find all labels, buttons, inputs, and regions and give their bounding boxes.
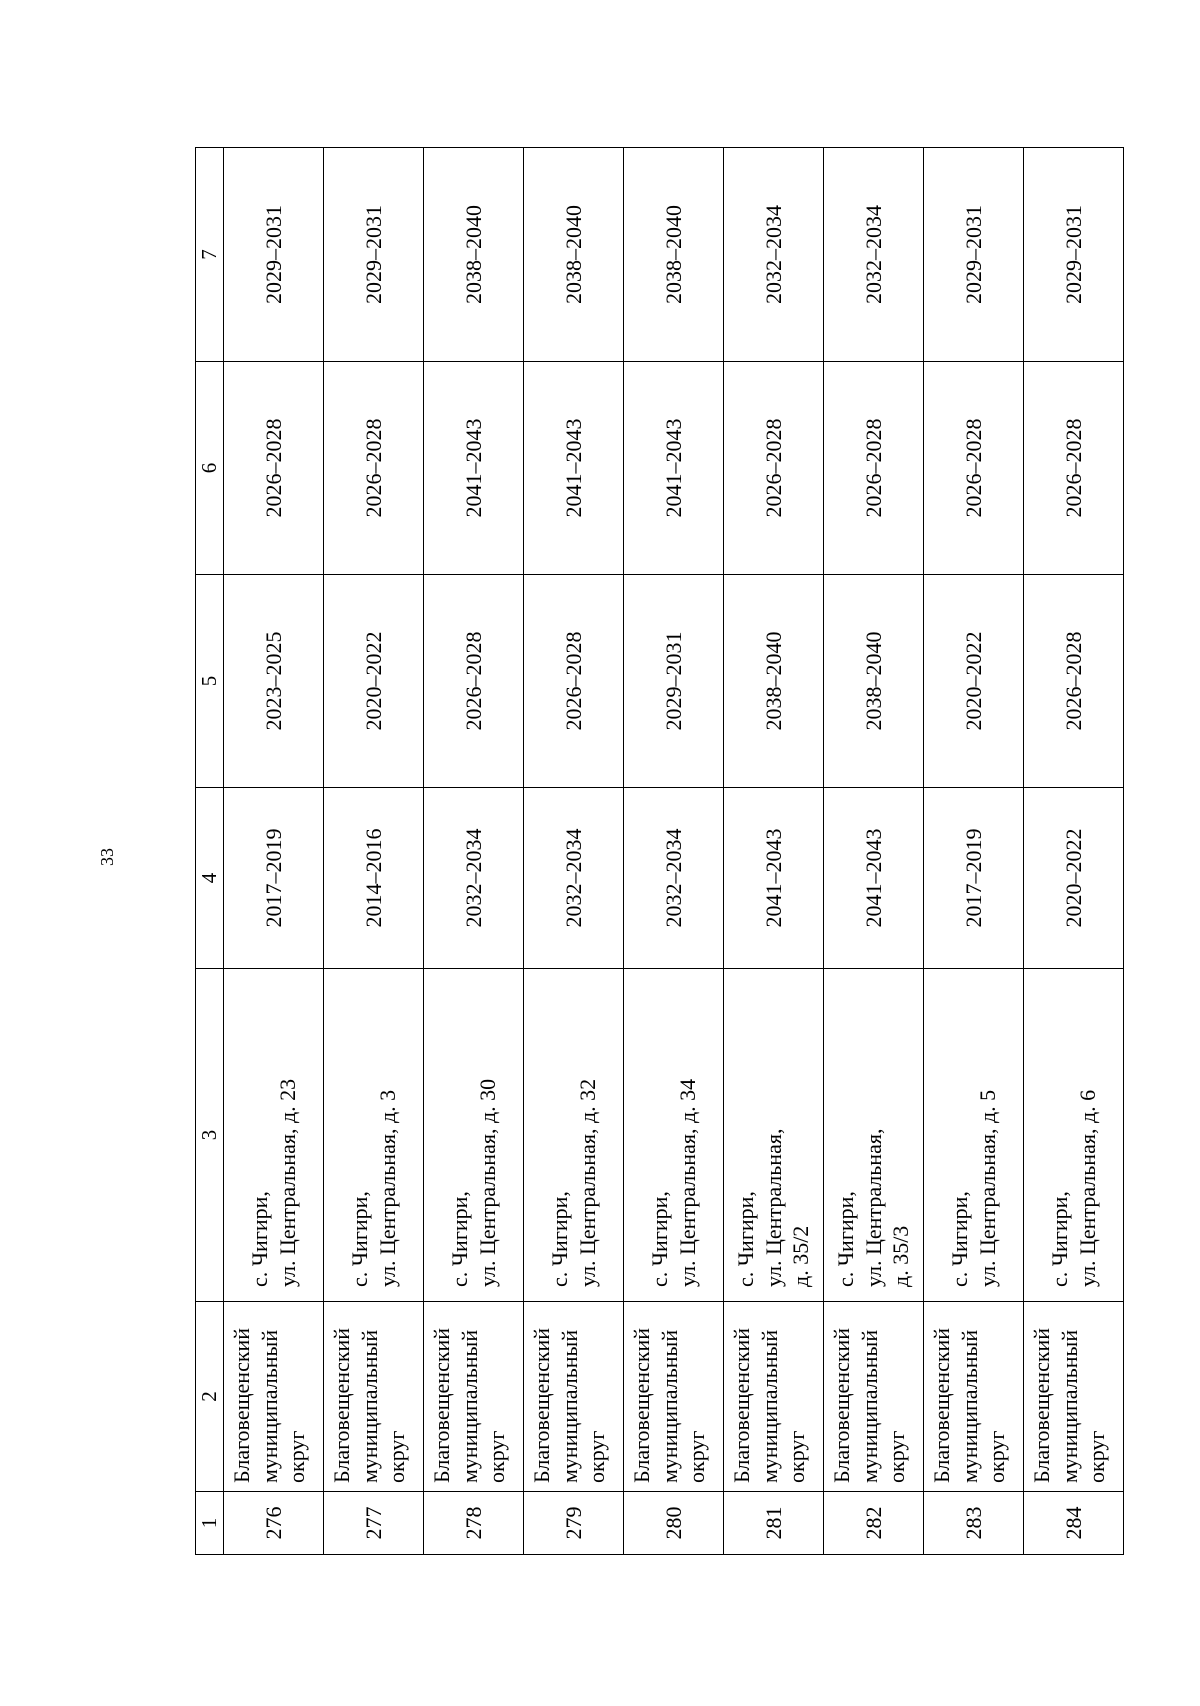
- period-col-5: 2023–2025: [224, 575, 324, 788]
- district-line: округ: [1084, 1430, 1109, 1483]
- period-col-5: 2026–2028: [1024, 575, 1124, 788]
- address-line: с. Чигири,: [947, 1191, 972, 1287]
- table-row: [724, 148, 824, 1555]
- district-line: муниципальный: [756, 1329, 782, 1483]
- district-line: муниципальный: [456, 1329, 482, 1483]
- period-col-6: 2026–2028: [824, 362, 924, 575]
- row-number: 284: [1024, 1492, 1124, 1555]
- district-cell: [324, 1302, 424, 1492]
- district-cell: [1024, 1302, 1124, 1492]
- period-col-4: 2032–2034: [624, 788, 724, 969]
- page-number: 33: [96, 848, 117, 866]
- period-col-5: 2020–2022: [324, 575, 424, 788]
- period-col-6: 2026–2028: [324, 362, 424, 575]
- header-col-3: 3: [196, 969, 224, 1302]
- period-col-7: 2029–2031: [1024, 148, 1124, 362]
- period-col-7: 2032–2034: [824, 148, 924, 362]
- district-line: Благовещенский: [229, 1327, 254, 1483]
- address-cell: [224, 969, 324, 1302]
- district-cell: [424, 1302, 524, 1492]
- address-cell: [524, 969, 624, 1302]
- address-line: ул. Центральная, д. 5: [974, 1089, 1000, 1287]
- address-line: с. Чигири,: [647, 1191, 672, 1287]
- address-line: ул. Центральная, д. 32: [574, 1078, 600, 1287]
- address-line: ул. Центральная, д. 6: [1074, 1089, 1100, 1287]
- row-number: 281: [724, 1492, 824, 1555]
- district-line: округ: [884, 1430, 909, 1483]
- district-line: муниципальный: [1056, 1329, 1082, 1483]
- district-line: муниципальный: [556, 1329, 582, 1483]
- period-col-5: 2020–2022: [924, 575, 1024, 788]
- schedule-table: [195, 147, 1124, 1555]
- table-row: [324, 148, 424, 1555]
- district-line: муниципальный: [656, 1329, 682, 1483]
- district-line: округ: [784, 1430, 809, 1483]
- period-col-4: 2017–2019: [224, 788, 324, 969]
- period-col-4: 2041–2043: [724, 788, 824, 969]
- period-col-6: 2026–2028: [924, 362, 1024, 575]
- period-col-4: 2020–2022: [1024, 788, 1124, 969]
- district-line: округ: [584, 1430, 609, 1483]
- period-col-6: 2041–2043: [524, 362, 624, 575]
- district-line: округ: [384, 1430, 409, 1483]
- table-row: [824, 148, 924, 1555]
- district-cell: [724, 1302, 824, 1492]
- period-col-7: 2029–2031: [924, 148, 1024, 362]
- address-line: ул. Центральная,: [860, 1128, 886, 1287]
- table-row: [524, 148, 624, 1555]
- district-line: муниципальный: [256, 1329, 282, 1483]
- district-line: Благовещенский: [829, 1327, 854, 1483]
- address-cell: [1024, 969, 1124, 1302]
- district-cell: [624, 1302, 724, 1492]
- table-body: [224, 148, 1124, 1555]
- address-cell: [924, 969, 1024, 1302]
- period-col-7: 2029–2031: [224, 148, 324, 362]
- row-number: 276: [224, 1492, 324, 1555]
- period-col-6: 2026–2028: [1024, 362, 1124, 575]
- address-cell: [624, 969, 724, 1302]
- district-line: Благовещенский: [529, 1327, 554, 1483]
- address-line: д. 35/3: [888, 1225, 914, 1287]
- period-col-7: 2038–2040: [424, 148, 524, 362]
- period-col-4: 2032–2034: [524, 788, 624, 969]
- district-line: Благовещенский: [1029, 1327, 1054, 1483]
- period-col-4: 2032–2034: [424, 788, 524, 969]
- district-line: Благовещенский: [429, 1327, 454, 1483]
- district-line: муниципальный: [356, 1329, 382, 1483]
- district-line: округ: [984, 1430, 1009, 1483]
- address-line: с. Чигири,: [733, 1191, 759, 1287]
- district-line: Благовещенский: [629, 1327, 654, 1483]
- address-line: с. Чигири,: [447, 1191, 472, 1287]
- period-col-6: 2026–2028: [724, 362, 824, 575]
- table-container: [195, 148, 1122, 1555]
- period-col-5: 2038–2040: [824, 575, 924, 788]
- header-col-5: 5: [196, 575, 224, 788]
- address-line: ул. Центральная,: [760, 1128, 786, 1287]
- row-number: 279: [524, 1492, 624, 1555]
- address-line: с. Чигири,: [347, 1191, 372, 1287]
- address-line: ул. Центральная, д. 30: [474, 1078, 500, 1287]
- address-line: ул. Центральная, д. 23: [274, 1078, 300, 1287]
- district-line: округ: [684, 1430, 709, 1483]
- address-cell: [824, 969, 924, 1302]
- table-row: [624, 148, 724, 1555]
- row-number: 280: [624, 1492, 724, 1555]
- district-cell: [924, 1302, 1024, 1492]
- header-col-7: 7: [196, 148, 224, 362]
- period-col-6: 2041–2043: [624, 362, 724, 575]
- period-col-4: 2041–2043: [824, 788, 924, 969]
- district-cell: [824, 1302, 924, 1492]
- row-number: 283: [924, 1492, 1024, 1555]
- header-row: [196, 148, 224, 1555]
- district-line: округ: [484, 1430, 509, 1483]
- header-col-4: 4: [196, 788, 224, 969]
- address-cell: [424, 969, 524, 1302]
- period-col-6: 2041–2043: [424, 362, 524, 575]
- address-line: с. Чигири,: [833, 1191, 859, 1287]
- address-line: с. Чигири,: [547, 1191, 572, 1287]
- address-line: д. 35/2: [788, 1225, 814, 1287]
- period-col-7: 2038–2040: [624, 148, 724, 362]
- address-cell: [724, 969, 824, 1302]
- table-row: [924, 148, 1024, 1555]
- period-col-6: 2026–2028: [224, 362, 324, 575]
- address-line: ул. Центральная, д. 34: [674, 1078, 700, 1287]
- address-line: с. Чигири,: [247, 1191, 272, 1287]
- address-cell: [324, 969, 424, 1302]
- period-col-5: 2029–2031: [624, 575, 724, 788]
- district-line: муниципальный: [856, 1329, 882, 1483]
- district-cell: [224, 1302, 324, 1492]
- district-line: Благовещенский: [929, 1327, 954, 1483]
- row-number: 278: [424, 1492, 524, 1555]
- row-number: 282: [824, 1492, 924, 1555]
- district-line: муниципальный: [956, 1329, 982, 1483]
- period-col-4: 2014–2016: [324, 788, 424, 969]
- header-col-2: 2: [196, 1302, 224, 1492]
- period-col-7: 2029–2031: [324, 148, 424, 362]
- address-line: ул. Центральная, д. 3: [374, 1089, 400, 1287]
- row-number: 277: [324, 1492, 424, 1555]
- period-col-7: 2038–2040: [524, 148, 624, 362]
- district-cell: [524, 1302, 624, 1492]
- header-col-1: 1: [196, 1492, 224, 1555]
- district-line: Благовещенский: [329, 1327, 354, 1483]
- district-line: Благовещенский: [729, 1327, 754, 1483]
- period-col-7: 2032–2034: [724, 148, 824, 362]
- header-col-6: 6: [196, 362, 224, 575]
- period-col-5: 2026–2028: [524, 575, 624, 788]
- period-col-5: 2026–2028: [424, 575, 524, 788]
- address-line: с. Чигири,: [1047, 1191, 1072, 1287]
- period-col-4: 2017–2019: [924, 788, 1024, 969]
- period-col-5: 2038–2040: [724, 575, 824, 788]
- table-row: [224, 148, 324, 1555]
- table-row: [1024, 148, 1124, 1555]
- table-row: [424, 148, 524, 1555]
- district-line: округ: [284, 1430, 309, 1483]
